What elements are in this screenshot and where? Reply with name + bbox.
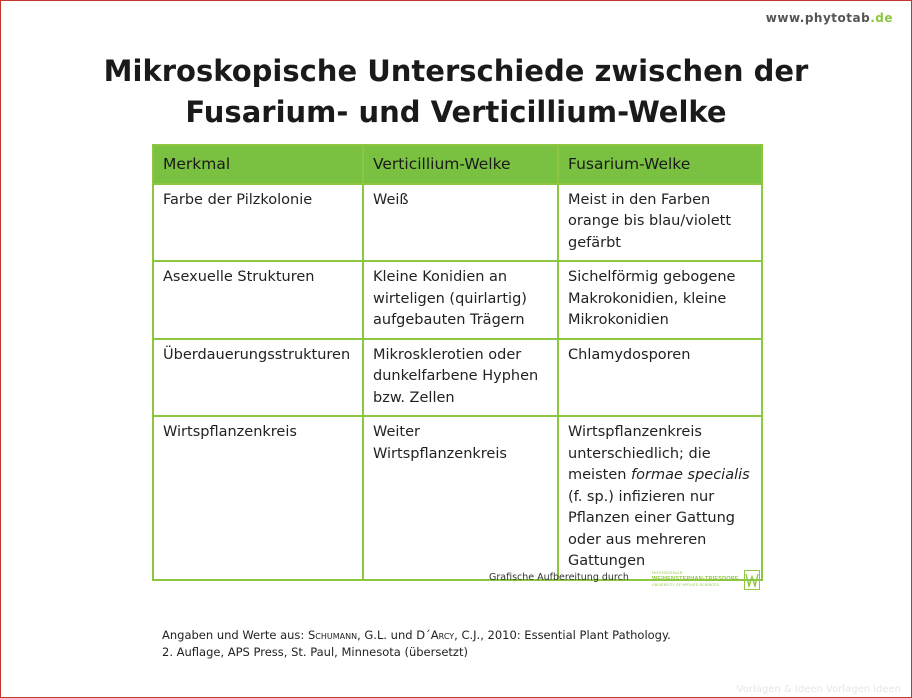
title-line-1: Mikroskopische Unterschiede zwischen der [103,54,809,88]
cell-fusarium: Chlamydosporen [558,339,762,417]
header-merkmal: Merkmal [153,145,363,184]
table-row [153,184,762,262]
cell-verticillium: Kleine Konidien an wirteligen (quirlartig) aufgebauten Trägern [363,261,558,339]
w-logo-icon [744,570,760,590]
cell-merkmal: Überdauerungsstrukturen [153,339,363,417]
table-row [153,261,762,339]
cell-verticillium: Mikrosklerotien oder dunkelfarbene Hyphen bzw. Zellen [363,339,558,417]
cell-fusarium: Wirtspflanzenkreis unterschiedlich; die meisten formae specialis (f. sp.) infizieren nur Pflanzen einer Gattung oder aus mehreren Gattungen [558,416,762,580]
site-url[interactable]: www.phytotab.de [765,11,893,25]
source-line-2: 2. Auflage, APS Press, St. Paul, Minnesota (übersetzt) [162,645,468,659]
source-citation [162,627,671,661]
credit-text: Grafische Aufbereitung durch [489,572,629,583]
header-verticillium: Verticillium-Welke [363,145,558,184]
header-fusarium: Fusarium-Welke [558,145,762,184]
comparison-table [152,144,763,581]
table-header-row [153,145,762,184]
cell-merkmal: Asexuelle Strukturen [153,261,363,339]
formae-specialis-italic: formae specialis [631,467,750,483]
table-row [153,339,762,417]
slide-title [1,51,911,133]
watermark: Vorlagen & Ideen Vorlagen ideen [736,684,901,695]
cell-fusarium: Sichelförmig gebogene Makrokonidien, kleine Mikrokonidien [558,261,762,339]
table-row [153,416,762,580]
cell-merkmal: Wirtspflanzenkreis [153,416,363,580]
cell-verticillium: Weiß [363,184,558,262]
university-logo: HOCHSCHULE WEIHENSTEPHAN-TRIESDORF UNIVERSITY OF APPLIED SCIENCES [652,570,760,590]
cell-fusarium: Meist in den Farben orange bis blau/violett gefärbt [558,184,762,262]
source-line-1: Angaben und Werte aus: Schumann, G.L. und D´Arcy, C.J., 2010: Essential Plant Pathology. [162,628,671,642]
title-line-2: Fusarium- und Verticillium-Welke [185,95,727,129]
cell-merkmal: Farbe der Pilzkolonie [153,184,363,262]
cell-verticillium: Weiter Wirtspflanzenkreis [363,416,558,580]
